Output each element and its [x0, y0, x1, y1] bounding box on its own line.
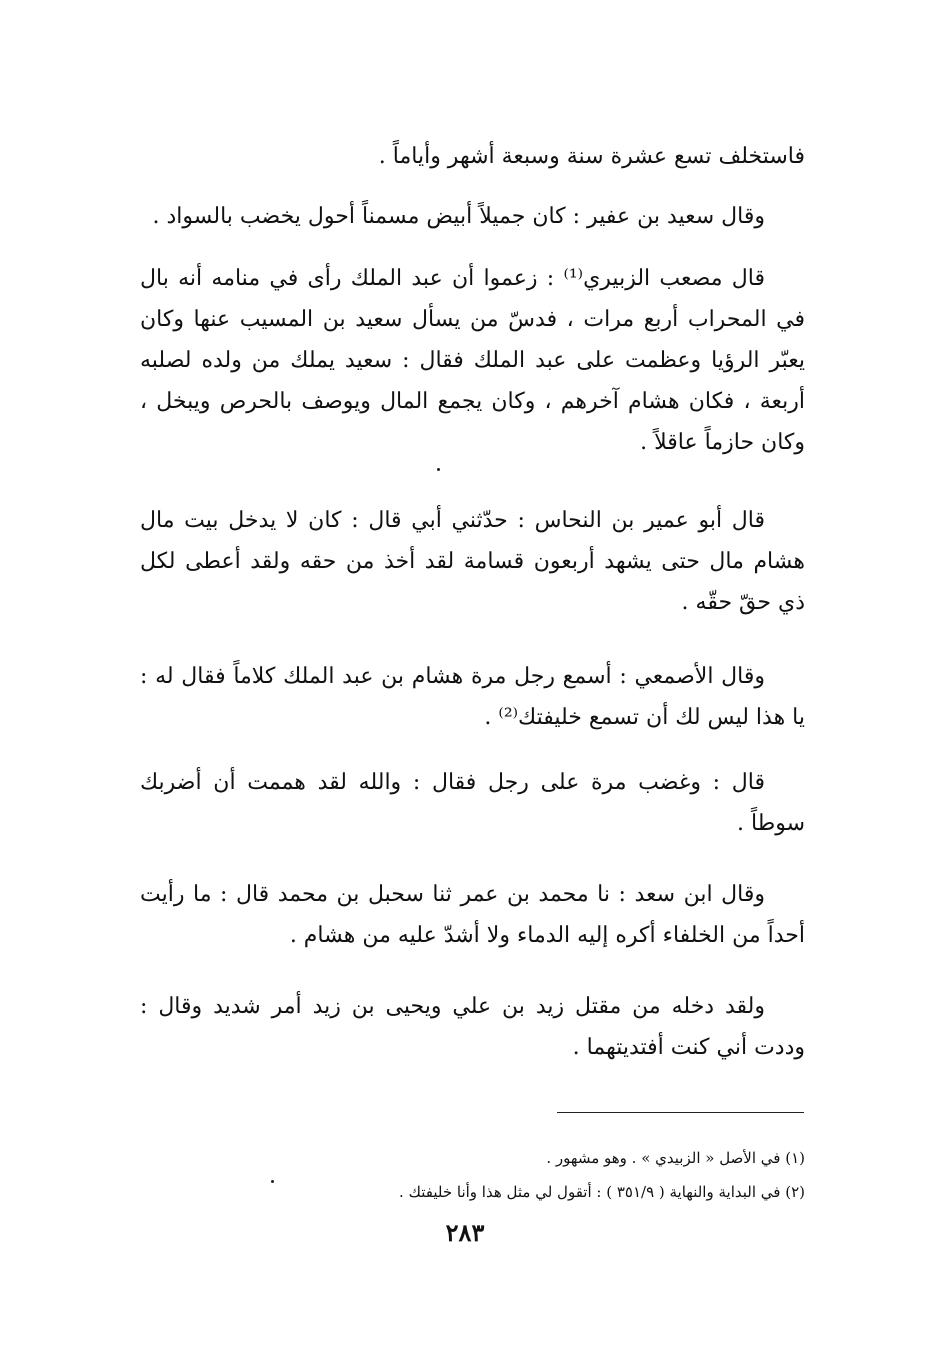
paragraph-5 [140, 656, 805, 738]
paragraph-6 [140, 762, 805, 844]
paragraph-text: قال أبو عمير بن النحاس : حدّثني أبي قال : كان لا يدخل بيت مال هشام مال حتى يشهد أربعون قسامة لقد أخذ من حقه ولقد أعطى لكل ذي حقّ حقّه . [140, 508, 805, 615]
paragraph-text: قال : وغضب مرة على رجل فقال : والله لقد هممت أن أضربك سوطاً . [140, 770, 805, 836]
ink-speck [271, 1180, 274, 1183]
paragraph-2 [140, 196, 805, 237]
footnote-2: (٢) في البداية والنهاية ( ٣٥١/٩ ) : أتقول لي مثل هذا وأنا خليفتك . [399, 1183, 805, 1201]
footnote-separator [557, 1112, 804, 1113]
ink-speck [437, 468, 440, 471]
paragraph-3 [140, 258, 805, 463]
paragraph-text: فاستخلف تسع عشرة سنة وسبعة أشهر وأياماً . [378, 144, 805, 169]
page-number: ٢٨٣ [445, 1218, 485, 1247]
paragraph-4 [140, 500, 805, 623]
paragraph-text: وقال الأصمعي : أسمع رجل مرة هشام بن عبد الملك كلاماً فقال له : يا هذا ليس لك أن تسمع خليفتك⁽²⁾ . [140, 664, 805, 730]
paragraph-text: ولقد دخله من مقتل زيد بن علي ويحيى بن زيد أمر شديد وقال : وددت أني كنت أفتديتهما . [140, 994, 805, 1060]
paragraph-7 [140, 874, 805, 956]
paragraph-8 [140, 986, 805, 1068]
paragraph-text: قال مصعب الزبيري⁽¹⁾ : زعموا أن عبد الملك رأى في منامه أنه بال في المحراب أربع مرات ، فدسّ من يسأل سعيد بن المسيب عنها وكان يعبّر الرؤيا وعظمت على عبد الملك فقال : سعيد يملك من ولده لصلبه أربعة ، فكان هشام آخرهم ، وكان يجمع المال ويوصف بالحرص ويبخل ، وكان حازماً عاقلاً . [140, 266, 805, 455]
footnote-1: (١) في الأصل « الزبيدي » . وهو مشهور . [546, 1149, 805, 1167]
paragraph-text: وقال سعيد بن عفير : كان جميلاً أبيض مسمناً أحول يخضب بالسواد . [152, 204, 765, 229]
paragraph-text: وقال ابن سعد : نا محمد بن عمر ثنا سحبل بن محمد قال : ما رأيت أحداً من الخلفاء أكره إليه الدماء ولا أشدّ عليه من هشام . [140, 882, 805, 948]
paragraph-1 [140, 136, 805, 177]
